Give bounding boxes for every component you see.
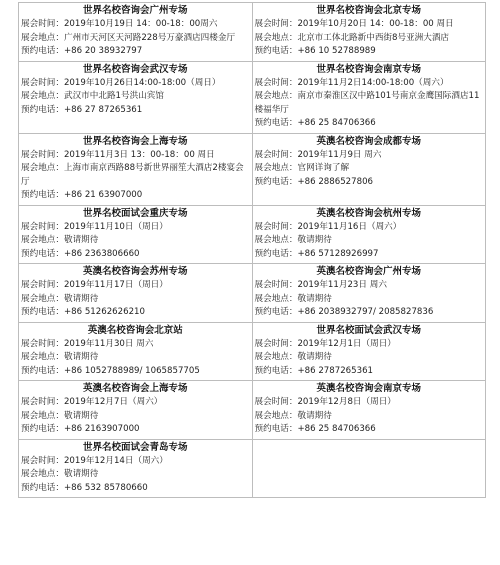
event-venue: 展会地点：敬请期待 [254,293,332,304]
event-title: 世界名校咨询会武汉专场 [82,63,188,75]
event-phone: 预约电话：+86 51262626210 [21,307,145,317]
table-row [19,264,486,323]
event-venue: 展会地点：敬请期待 [254,352,332,362]
event-time: 展会时间：2019年11月9日 周六 [254,149,382,160]
event-cell [252,133,486,205]
event-title: 英澳名校咨询会上海专场 [82,383,188,394]
event-venue: 展会地点：北京市工体北路新中西街8号亚洲大酒店 [254,32,450,43]
event-phone: 预约电话：+86 27 87265361 [21,104,143,115]
event-phone: 预约电话：+86 2363806660 [21,248,140,259]
event-time: 展会时间：2019年11月3日 13：00-18：00 周日 [21,149,215,160]
event-cell [252,61,486,133]
empty-cell [252,439,486,498]
event-venue: 展会地点：广州市天河区天河路228号万豪酒店四楼金厅 [21,32,236,43]
event-cell [19,205,253,264]
table-row [19,3,486,62]
event-time: 展会时间：2019年12月8日（周日） [254,397,396,407]
event-phone: 预约电话：+86 21 63907000 [21,190,143,200]
event-title: 英澳名校咨询会南京专场 [316,383,421,394]
event-title: 世界名校咨询会南京专场 [316,63,421,75]
event-cell [252,264,486,323]
event-cell [252,3,486,62]
event-title: 世界名校面试会重庆专场 [82,207,188,219]
table-row [19,205,486,264]
event-time: 展会时间：2019年11月30日 周六 [21,338,154,349]
table-row [19,381,486,440]
event-venue: 展会地点：敬请期待 [254,235,332,245]
event-title: 英澳名校咨询会成都专场 [316,135,421,147]
event-phone: 预约电话：+86 10 52788989 [254,46,376,56]
event-phone: 预约电话：+86 57128926997 [254,248,379,259]
event-title: 英澳名校咨询会广州专场 [316,266,421,277]
event-title: 世界名校咨询会上海专场 [82,135,188,147]
event-title: 世界名校面试会青岛专场 [82,441,188,453]
event-time: 展会时间：2019年12月1日（周日） [254,338,396,349]
event-title: 世界名校面试会武汉专场 [316,324,421,336]
event-cell [252,205,486,264]
event-cell [252,381,486,440]
event-time: 展会时间：2019年12月7日（周六） [21,397,163,407]
event-phone: 预约电话：+86 2886527806 [254,176,374,187]
event-schedule-table [18,2,486,498]
event-phone: 预约电话：+86 25 84706366 [254,424,376,434]
table-row [19,61,486,133]
event-venue: 展会地点：敬请期待 [21,410,99,421]
event-cell [19,322,253,381]
table-row [19,439,486,498]
event-cell [252,322,486,381]
table-row [19,133,486,205]
event-cell [19,133,253,205]
event-venue: 展会地点：南京市秦淮区汉中路101号南京金鹰国际酒店11楼福华厅 [254,91,480,115]
event-schedule-body [19,3,486,498]
event-title: 世界名校咨询会北京专场 [316,5,421,16]
event-phone: 预约电话：+86 1052788989/ 1065857705 [21,365,200,376]
table-row [19,322,486,381]
event-cell [19,439,253,498]
event-title: 英澳名校咨询会北京站 [87,324,183,336]
event-time: 展会时间：2019年11月10日（周日） [21,221,168,232]
event-venue: 展会地点：武汉市中北路1号洪山宾馆 [21,91,164,101]
event-phone: 预约电话：+86 20 38932797 [21,46,143,56]
event-venue: 展会地点：上海市南京西路88号新世界丽笙大酒店2楼宴会厅 [21,163,244,187]
event-cell [19,3,253,62]
event-title: 英澳名校咨询会苏州专场 [82,266,188,277]
event-phone: 预约电话：+86 2787265361 [254,365,374,376]
event-time: 展会时间：2019年11月17日（周日） [21,280,168,290]
event-time: 展会时间：2019年10月26日14:00-18:00（周日） [21,77,221,88]
event-venue: 展会地点：敬请期待 [254,410,332,421]
event-title: 英澳名校咨询会杭州专场 [316,207,421,219]
event-cell [19,61,253,133]
event-time: 展会时间：2019年10月20日 14：00-18：00 周日 [254,19,454,29]
event-title: 世界名校咨询会广州专场 [82,5,188,16]
event-cell [19,264,253,323]
event-cell [19,381,253,440]
event-phone: 预约电话：+86 2163907000 [21,424,140,434]
event-phone: 预约电话：+86 25 84706366 [254,118,376,128]
event-time: 展会时间：2019年11月2日14:00-18:00（周六） [254,77,449,88]
event-time: 展会时间：2019年11月16日（周六） [254,221,402,232]
event-venue: 展会地点：敬请期待 [21,235,99,245]
event-time: 展会时间：2019年12月14日（周六） [21,455,168,466]
event-phone: 预约电话：+86 532 85780660 [21,482,148,493]
event-time: 展会时间：2019年11月23日 周六 [254,280,387,290]
event-venue: 展会地点：敬请期待 [21,293,99,304]
event-venue: 展会地点：敬请期待 [21,352,99,362]
event-venue: 展会地点：敬请期待 [21,469,99,479]
event-phone: 预约电话：+86 2038932797/ 2085827836 [254,307,434,317]
event-venue: 展会地点：官网详询了解 [254,163,350,173]
event-time: 展会时间：2019年10月19日 14：00-18：00周六 [21,19,218,29]
